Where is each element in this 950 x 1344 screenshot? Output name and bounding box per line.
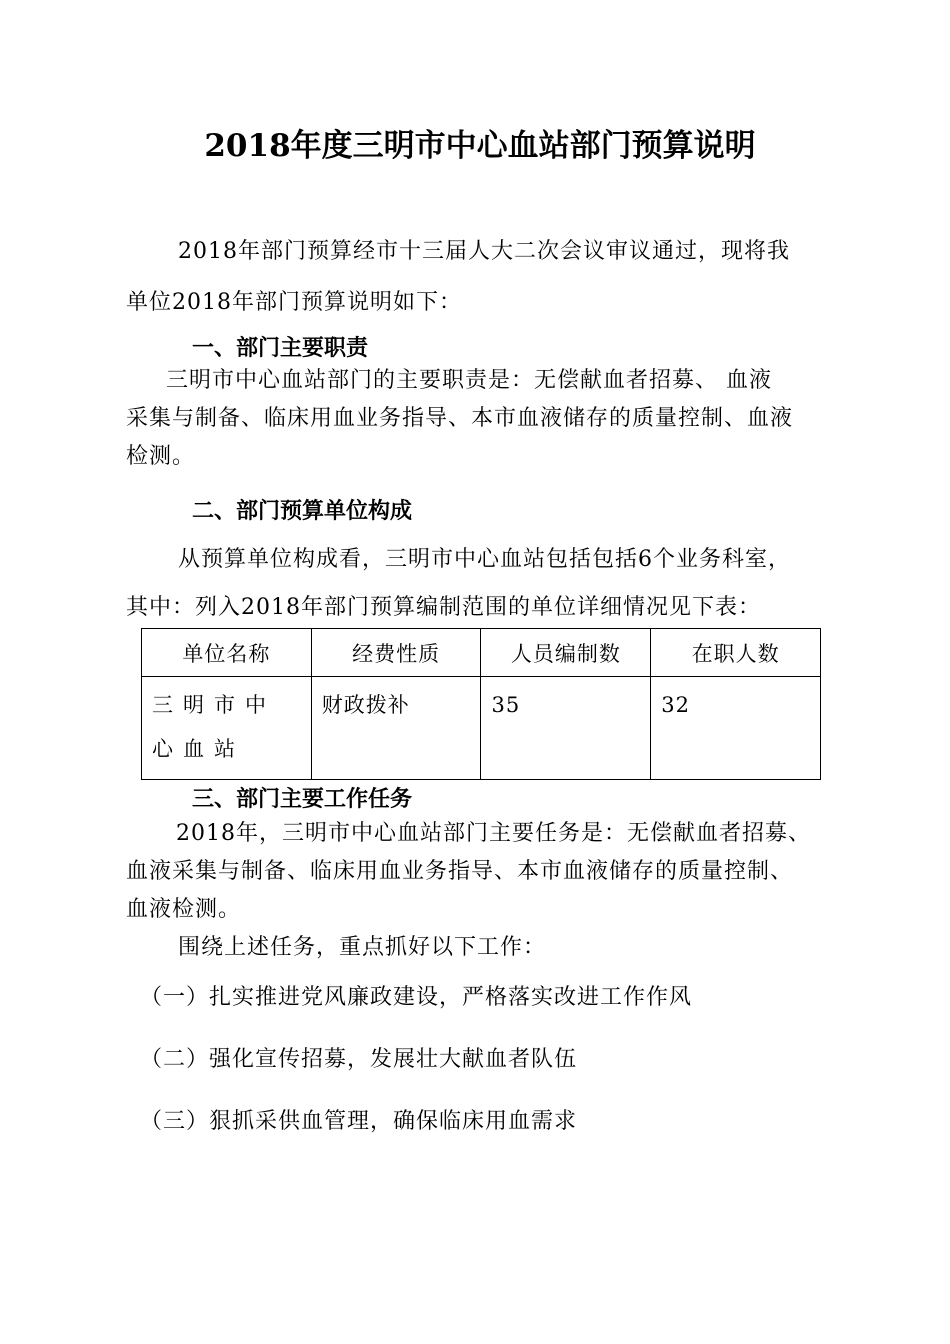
table-cell-unit-name: 三明市中心血站 <box>142 677 312 780</box>
section2-heading: 二、部门预算单位构成 <box>192 499 413 524</box>
section3-line-4: 围绕上述任务，重点抓好以下工作： <box>178 935 547 960</box>
work-item-3: （三）狠抓采供血管理，确保临床用血需求 <box>140 1109 578 1134</box>
section1-line-3: 检测。 <box>126 444 196 469</box>
section3-heading: 三、部门主要工作任务 <box>192 787 413 812</box>
table-header-cell: 经费性质 <box>311 629 481 677</box>
section2-line-1: 从预算单位构成看，三明市中心血站包括包括6个业务科室， <box>178 547 791 572</box>
table-header-cell: 人员编制数 <box>481 629 651 677</box>
document-title: 2018年度三明市中心血站部门预算说明 <box>204 128 756 164</box>
section1-line-2: 采集与制备、临床用血业务指导、本市血液储存的质量控制、血液 <box>126 406 794 431</box>
intro-line-2: 单位2018年部门预算说明如下： <box>126 290 462 315</box>
budget-units-table <box>141 628 821 780</box>
table-row <box>142 677 821 780</box>
table-cell-staff-count: 32 <box>651 677 821 780</box>
table-header-cell: 单位名称 <box>142 629 312 677</box>
table-header-cell: 在职人数 <box>651 629 821 677</box>
section3-line-1: 2018年，三明市中心血站部门主要任务是：无偿献血者招募、 <box>176 821 811 846</box>
table-cell-staff-quota: 35 <box>481 677 651 780</box>
work-item-2: （二）强化宣传招募，发展壮大献血者队伍 <box>140 1047 578 1072</box>
work-item-1: （一）扎实推进党风廉政建设，严格落实改进工作作风 <box>140 985 693 1010</box>
section2-line-2: 其中：列入2018年部门预算编制范围的单位详细情况见下表： <box>126 595 761 620</box>
intro-line-1: 2018年部门预算经市十三届人大二次会议审议通过，现将我 <box>178 239 790 264</box>
table-cell-funding-type: 财政拨补 <box>311 677 481 780</box>
table-header-row <box>142 629 821 677</box>
section3-line-2: 血液采集与制备、临床用血业务指导、本市血液储存的质量控制、 <box>126 859 794 884</box>
section1-line-1: 三明市中心血站部门的主要职责是：无偿献血者招募、 血液 <box>166 368 772 393</box>
section3-line-3: 血液检测。 <box>126 897 242 922</box>
section1-heading: 一、部门主要职责 <box>192 336 369 361</box>
